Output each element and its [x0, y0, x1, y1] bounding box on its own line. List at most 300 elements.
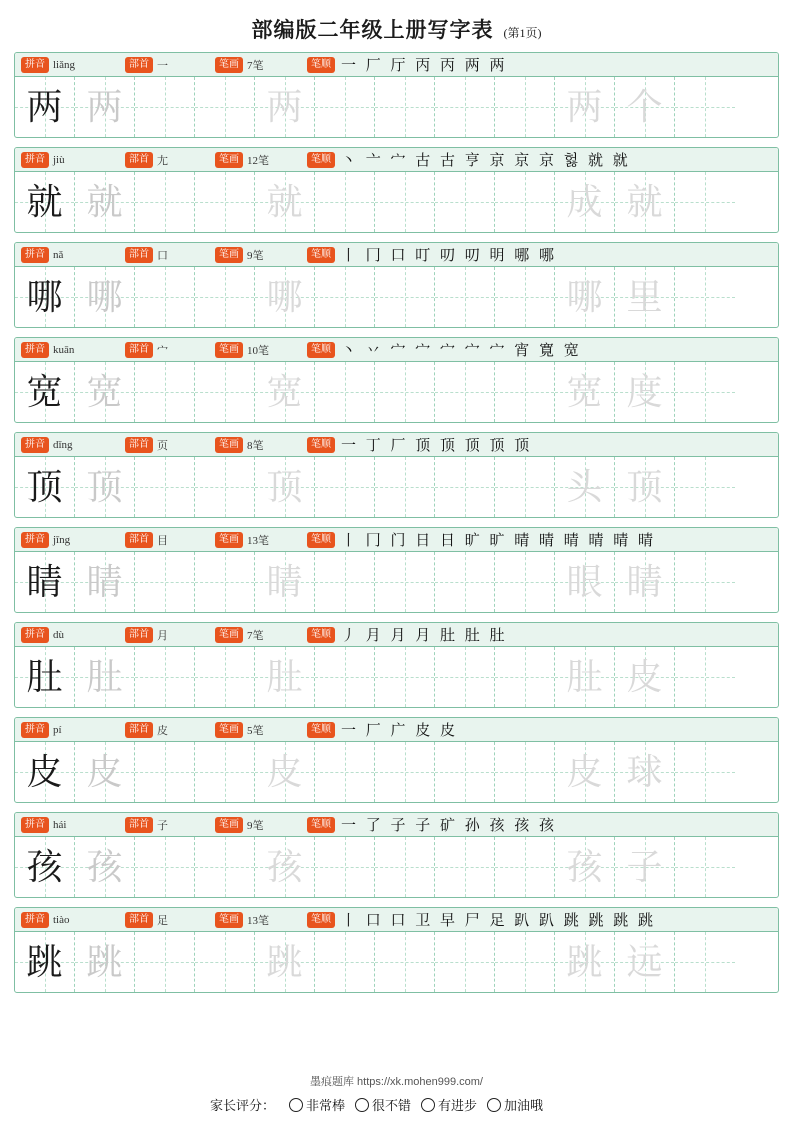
model-character: 哪 — [26, 277, 63, 317]
word-glyph: 度 — [626, 372, 663, 412]
practice-cell[interactable] — [315, 77, 375, 137]
pinyin-value: jiù — [53, 153, 65, 166]
practice-cell[interactable] — [435, 742, 495, 802]
practice-cell[interactable] — [135, 457, 195, 517]
practice-cell[interactable] — [255, 837, 315, 897]
practice-cell[interactable] — [315, 362, 375, 422]
character-info-row — [15, 243, 778, 267]
pinyin-segment — [21, 152, 125, 168]
trace-character: 宽 — [266, 372, 303, 412]
pinyin-value: liǎng — [53, 58, 75, 71]
trace-character: 肚 — [266, 657, 303, 697]
stroke-order-sequence: 丨 口 口 卫 早 尸 足 趴 趴 跳 跳 跳 跳 — [341, 913, 657, 929]
character-info-row — [15, 718, 778, 742]
pinyin-segment — [21, 912, 125, 928]
practice-cell[interactable] — [75, 457, 135, 517]
practice-cell[interactable] — [15, 172, 75, 232]
pinyin-tag: 拼音 — [21, 437, 49, 453]
practice-cell[interactable] — [15, 552, 75, 612]
practice-cell[interactable] — [195, 362, 255, 422]
strokes-tag: 笔画 — [215, 722, 243, 738]
practice-cell[interactable] — [15, 77, 75, 137]
practice-cell[interactable] — [495, 362, 555, 422]
trace-character: 就 — [266, 182, 303, 222]
practice-cell[interactable] — [315, 742, 375, 802]
page-title: 部编版二年级上册写字表 — [251, 18, 494, 42]
word-glyph: 成 — [566, 182, 603, 222]
character-block — [14, 242, 779, 328]
stroke-order-tag: 笔顺 — [307, 437, 335, 453]
practice-grid — [15, 647, 778, 707]
character-block — [14, 527, 779, 613]
radical-segment — [125, 912, 215, 928]
practice-cell[interactable] — [675, 172, 735, 232]
practice-cell[interactable] — [555, 77, 615, 137]
stroke-order-tag: 笔顺 — [307, 57, 335, 73]
word-glyph: 肚 — [566, 657, 603, 697]
practice-cell[interactable] — [435, 172, 495, 232]
practice-cell[interactable] — [255, 647, 315, 707]
radical-value: 皮 — [157, 724, 168, 737]
radical-tag: 部首 — [125, 912, 153, 928]
practice-cell[interactable] — [615, 77, 675, 137]
practice-cell[interactable] — [75, 77, 135, 137]
word-glyph: 皮 — [566, 752, 603, 792]
practice-cell[interactable] — [495, 172, 555, 232]
practice-grid — [15, 77, 778, 137]
word-glyph: 个 — [626, 87, 663, 127]
pinyin-tag: 拼音 — [21, 722, 49, 738]
strokes-value: 12笔 — [247, 154, 269, 167]
practice-grid — [15, 172, 778, 232]
stroke-order-sequence: 一 了 子 子 矿 孙 孩 孩 孩 — [341, 818, 558, 834]
strokes-value: 5笔 — [247, 724, 264, 737]
strokes-segment — [215, 722, 307, 738]
practice-cell[interactable] — [135, 932, 195, 992]
practice-cell[interactable] — [555, 742, 615, 802]
practice-cell[interactable] — [135, 77, 195, 137]
trace-character: 哪 — [266, 277, 303, 317]
practice-cell[interactable] — [495, 552, 555, 612]
strokes-segment — [215, 817, 307, 833]
practice-cell[interactable] — [375, 362, 435, 422]
radical-segment — [125, 57, 215, 73]
stroke-order-sequence: 丨 冂 门 日 日 旷 旷 晴 晴 晴 晴 晴 晴 — [341, 533, 657, 549]
character-info-row — [15, 623, 778, 647]
practice-cell[interactable] — [675, 267, 735, 327]
radical-tag: 部首 — [125, 817, 153, 833]
practice-cell[interactable] — [375, 457, 435, 517]
stroke-order-segment — [307, 244, 778, 265]
practice-cell[interactable] — [15, 742, 75, 802]
practice-cell[interactable] — [135, 362, 195, 422]
pinyin-value: dù — [53, 628, 64, 641]
radical-tag: 部首 — [125, 247, 153, 263]
parent-rating — [0, 1095, 793, 1114]
practice-cell[interactable] — [195, 647, 255, 707]
word-glyph: 跳 — [566, 942, 603, 982]
trace-character: 孩 — [266, 847, 303, 887]
practice-cell[interactable] — [195, 457, 255, 517]
practice-cell[interactable] — [495, 267, 555, 327]
practice-cell[interactable] — [555, 362, 615, 422]
stroke-order-segment — [307, 54, 778, 75]
radio-icon[interactable] — [487, 1098, 501, 1112]
practice-cell[interactable] — [315, 837, 375, 897]
strokes-tag: 笔画 — [215, 532, 243, 548]
practice-cell[interactable] — [615, 362, 675, 422]
character-info-row — [15, 53, 778, 77]
practice-cell[interactable] — [195, 77, 255, 137]
practice-cell[interactable] — [15, 932, 75, 992]
strokes-value: 8笔 — [247, 439, 264, 452]
rating-option-0[interactable] — [289, 1095, 345, 1114]
practice-grid — [15, 932, 778, 992]
character-rows — [14, 52, 779, 993]
word-glyph: 哪 — [566, 277, 603, 317]
strokes-tag: 笔画 — [215, 437, 243, 453]
practice-cell[interactable] — [135, 837, 195, 897]
model-character: 肚 — [26, 657, 63, 697]
stroke-order-sequence: 丨 冂 口 叮 叨 叨 明 哪 哪 — [341, 248, 558, 264]
practice-cell[interactable] — [255, 172, 315, 232]
radical-segment — [125, 152, 215, 168]
radical-value: 宀 — [157, 344, 168, 357]
rating-option-2[interactable] — [421, 1095, 477, 1114]
rating-option-label: 加油哦 — [504, 1098, 544, 1113]
radical-segment — [125, 247, 215, 263]
pinyin-tag: 拼音 — [21, 627, 49, 643]
pinyin-value: nǎ — [53, 248, 64, 261]
practice-cell[interactable] — [435, 837, 495, 897]
practice-cell[interactable] — [495, 457, 555, 517]
practice-cell[interactable] — [555, 932, 615, 992]
radical-tag: 部首 — [125, 437, 153, 453]
radical-value: 足 — [157, 914, 168, 927]
character-block — [14, 907, 779, 993]
character-block — [14, 52, 779, 138]
strokes-value: 9笔 — [247, 819, 264, 832]
practice-cell[interactable] — [195, 552, 255, 612]
practice-cell[interactable] — [495, 932, 555, 992]
practice-cell[interactable] — [315, 552, 375, 612]
character-block — [14, 717, 779, 803]
strokes-segment — [215, 152, 307, 168]
practice-cell[interactable] — [255, 457, 315, 517]
strokes-tag: 笔画 — [215, 152, 243, 168]
rating-option-1[interactable] — [355, 1095, 411, 1114]
radical-segment — [125, 437, 215, 453]
stroke-order-tag: 笔顺 — [307, 532, 335, 548]
practice-cell[interactable] — [15, 837, 75, 897]
radio-icon[interactable] — [289, 1098, 303, 1112]
strokes-segment — [215, 342, 307, 358]
practice-cell[interactable] — [675, 362, 735, 422]
stroke-order-tag: 笔顺 — [307, 627, 335, 643]
radical-tag: 部首 — [125, 342, 153, 358]
practice-cell[interactable] — [15, 647, 75, 707]
practice-cell[interactable] — [555, 837, 615, 897]
stroke-order-sequence: 丿 月 月 月 肚 肚 肚 — [341, 628, 508, 644]
stroke-order-tag: 笔顺 — [307, 152, 335, 168]
practice-cell[interactable] — [555, 457, 615, 517]
trace-character: 顶 — [86, 467, 123, 507]
page-number: (第1页) — [503, 26, 542, 40]
stroke-order-tag: 笔顺 — [307, 912, 335, 928]
word-glyph: 两 — [566, 87, 603, 127]
practice-cell[interactable] — [615, 932, 675, 992]
radical-segment — [125, 532, 215, 548]
model-character: 跳 — [26, 942, 63, 982]
model-character: 宽 — [26, 372, 63, 412]
practice-cell[interactable] — [555, 267, 615, 327]
practice-cell[interactable] — [315, 457, 375, 517]
pinyin-tag: 拼音 — [21, 912, 49, 928]
practice-cell[interactable] — [675, 932, 735, 992]
strokes-segment — [215, 912, 307, 928]
radical-segment — [125, 817, 215, 833]
trace-character: 宽 — [86, 372, 123, 412]
stroke-order-segment — [307, 339, 778, 360]
practice-cell[interactable] — [315, 267, 375, 327]
practice-cell[interactable] — [675, 837, 735, 897]
page-header — [14, 0, 779, 52]
practice-cell[interactable] — [555, 552, 615, 612]
practice-grid — [15, 837, 778, 897]
practice-cell[interactable] — [495, 742, 555, 802]
practice-cell[interactable] — [375, 932, 435, 992]
practice-cell[interactable] — [255, 77, 315, 137]
radical-value: 子 — [157, 819, 168, 832]
rating-option-3[interactable] — [487, 1095, 543, 1114]
stroke-order-sequence: 一 厂 广 皮 皮 — [341, 723, 459, 739]
stroke-order-sequence: 丶 亠 宀 古 古 亨 京 京 京 헗 就 就 — [341, 153, 631, 169]
word-glyph: 球 — [626, 752, 663, 792]
word-glyph: 头 — [566, 467, 603, 507]
practice-cell[interactable] — [15, 267, 75, 327]
character-block — [14, 147, 779, 233]
pinyin-segment — [21, 817, 125, 833]
practice-cell[interactable] — [435, 77, 495, 137]
practice-cell[interactable] — [375, 172, 435, 232]
practice-cell[interactable] — [255, 362, 315, 422]
radio-icon[interactable] — [355, 1098, 369, 1112]
pinyin-segment — [21, 342, 125, 358]
practice-cell[interactable] — [675, 552, 735, 612]
trace-character: 两 — [86, 87, 123, 127]
practice-cell[interactable] — [135, 172, 195, 232]
practice-cell[interactable] — [615, 647, 675, 707]
practice-cell[interactable] — [75, 267, 135, 327]
stroke-order-segment — [307, 529, 778, 550]
practice-grid — [15, 552, 778, 612]
practice-cell[interactable] — [435, 362, 495, 422]
page-footer — [0, 1073, 793, 1114]
practice-cell[interactable] — [195, 837, 255, 897]
character-info-row — [15, 813, 778, 837]
practice-cell[interactable] — [255, 742, 315, 802]
word-glyph: 顶 — [626, 467, 663, 507]
pinyin-tag: 拼音 — [21, 817, 49, 833]
pinyin-tag: 拼音 — [21, 152, 49, 168]
strokes-value: 13笔 — [247, 534, 269, 547]
practice-cell[interactable] — [375, 552, 435, 612]
practice-cell[interactable] — [675, 457, 735, 517]
character-info-row — [15, 433, 778, 457]
character-block — [14, 432, 779, 518]
practice-cell[interactable] — [675, 742, 735, 802]
practice-cell[interactable] — [135, 742, 195, 802]
practice-cell[interactable] — [375, 742, 435, 802]
pinyin-value: kuān — [53, 343, 75, 356]
model-character: 睛 — [26, 562, 63, 602]
practice-cell[interactable] — [555, 647, 615, 707]
stroke-order-sequence: 一 丁 厂 顶 顶 顶 顶 顶 — [341, 438, 533, 454]
strokes-value: 9笔 — [247, 249, 264, 262]
practice-cell[interactable] — [435, 552, 495, 612]
practice-cell[interactable] — [255, 267, 315, 327]
pinyin-tag: 拼音 — [21, 532, 49, 548]
rating-label: 家长评分： — [209, 1098, 275, 1113]
character-info-row — [15, 148, 778, 172]
word-glyph: 远 — [626, 942, 663, 982]
stroke-order-segment — [307, 149, 778, 170]
radical-value: 一 — [157, 59, 168, 72]
radical-value: 页 — [157, 439, 168, 452]
practice-cell[interactable] — [495, 837, 555, 897]
pinyin-value: tiào — [53, 913, 70, 926]
strokes-tag: 笔画 — [215, 817, 243, 833]
practice-cell[interactable] — [75, 742, 135, 802]
practice-cell[interactable] — [75, 172, 135, 232]
pinyin-value: dǐng — [53, 438, 73, 451]
practice-cell[interactable] — [435, 267, 495, 327]
character-info-row — [15, 528, 778, 552]
pinyin-tag: 拼音 — [21, 342, 49, 358]
trace-character: 皮 — [86, 752, 123, 792]
radical-segment — [125, 627, 215, 643]
trace-character: 跳 — [266, 942, 303, 982]
practice-cell[interactable] — [75, 552, 135, 612]
practice-cell[interactable] — [615, 552, 675, 612]
practice-cell[interactable] — [195, 742, 255, 802]
strokes-value: 7笔 — [247, 59, 264, 72]
strokes-tag: 笔画 — [215, 247, 243, 263]
pinyin-segment — [21, 627, 125, 643]
word-glyph: 子 — [626, 847, 663, 887]
radical-tag: 部首 — [125, 627, 153, 643]
character-info-row — [15, 338, 778, 362]
trace-character: 哪 — [86, 277, 123, 317]
strokes-tag: 笔画 — [215, 57, 243, 73]
rating-option-label: 很不错 — [371, 1098, 411, 1113]
practice-cell[interactable] — [135, 267, 195, 327]
practice-cell[interactable] — [615, 742, 675, 802]
practice-cell[interactable] — [495, 77, 555, 137]
practice-cell[interactable] — [135, 552, 195, 612]
practice-cell[interactable] — [315, 647, 375, 707]
practice-cell[interactable] — [435, 457, 495, 517]
practice-cell[interactable] — [615, 837, 675, 897]
stroke-order-tag: 笔顺 — [307, 342, 335, 358]
practice-cell[interactable] — [375, 77, 435, 137]
word-glyph: 皮 — [626, 657, 663, 697]
radical-tag: 部首 — [125, 532, 153, 548]
word-glyph: 里 — [626, 277, 663, 317]
model-character: 皮 — [26, 752, 63, 792]
radical-segment — [125, 722, 215, 738]
strokes-tag: 笔画 — [215, 912, 243, 928]
stroke-order-segment — [307, 719, 778, 740]
practice-cell[interactable] — [195, 172, 255, 232]
stroke-order-tag: 笔顺 — [307, 247, 335, 263]
practice-cell[interactable] — [75, 837, 135, 897]
practice-cell[interactable] — [135, 647, 195, 707]
trace-character: 就 — [86, 182, 123, 222]
practice-cell[interactable] — [15, 457, 75, 517]
practice-cell[interactable] — [255, 552, 315, 612]
radical-tag: 部首 — [125, 57, 153, 73]
stroke-order-sequence: 一 厂 厅 丙 丙 两 两 — [341, 58, 508, 74]
strokes-tag: 笔画 — [215, 627, 243, 643]
practice-cell[interactable] — [615, 457, 675, 517]
strokes-segment — [215, 437, 307, 453]
practice-cell[interactable] — [75, 647, 135, 707]
practice-cell[interactable] — [195, 932, 255, 992]
practice-cell[interactable] — [615, 267, 675, 327]
strokes-value: 13笔 — [247, 914, 269, 927]
practice-cell[interactable] — [375, 837, 435, 897]
practice-cell[interactable] — [255, 932, 315, 992]
practice-cell[interactable] — [15, 362, 75, 422]
practice-cell[interactable] — [615, 172, 675, 232]
radical-value: 口 — [157, 249, 168, 262]
practice-cell[interactable] — [315, 172, 375, 232]
practice-cell[interactable] — [435, 647, 495, 707]
practice-cell[interactable] — [675, 647, 735, 707]
pinyin-segment — [21, 247, 125, 263]
practice-cell[interactable] — [195, 267, 255, 327]
practice-grid — [15, 457, 778, 517]
practice-cell[interactable] — [375, 647, 435, 707]
radio-icon[interactable] — [421, 1098, 435, 1112]
practice-cell[interactable] — [315, 932, 375, 992]
pinyin-tag: 拼音 — [21, 247, 49, 263]
practice-cell[interactable] — [435, 932, 495, 992]
trace-character: 孩 — [86, 847, 123, 887]
watermark-text: 墨痕题库 https://xk.mohen999.com/ — [309, 1076, 483, 1088]
radical-value: 尢 — [157, 154, 168, 167]
strokes-tag: 笔画 — [215, 342, 243, 358]
word-glyph: 宽 — [566, 372, 603, 412]
practice-cell[interactable] — [75, 932, 135, 992]
trace-character: 睛 — [86, 562, 123, 602]
model-character: 两 — [26, 87, 63, 127]
trace-character: 跳 — [86, 942, 123, 982]
practice-cell[interactable] — [75, 362, 135, 422]
radical-value: 月 — [157, 629, 168, 642]
model-character: 就 — [26, 182, 63, 222]
practice-cell[interactable] — [375, 267, 435, 327]
practice-cell[interactable] — [555, 172, 615, 232]
practice-cell[interactable] — [495, 647, 555, 707]
practice-cell[interactable] — [675, 77, 735, 137]
radical-value: 目 — [157, 534, 168, 547]
word-glyph: 眼 — [566, 562, 603, 602]
word-glyph: 就 — [626, 182, 663, 222]
pinyin-value: jīng — [53, 533, 71, 546]
word-glyph: 睛 — [626, 562, 663, 602]
